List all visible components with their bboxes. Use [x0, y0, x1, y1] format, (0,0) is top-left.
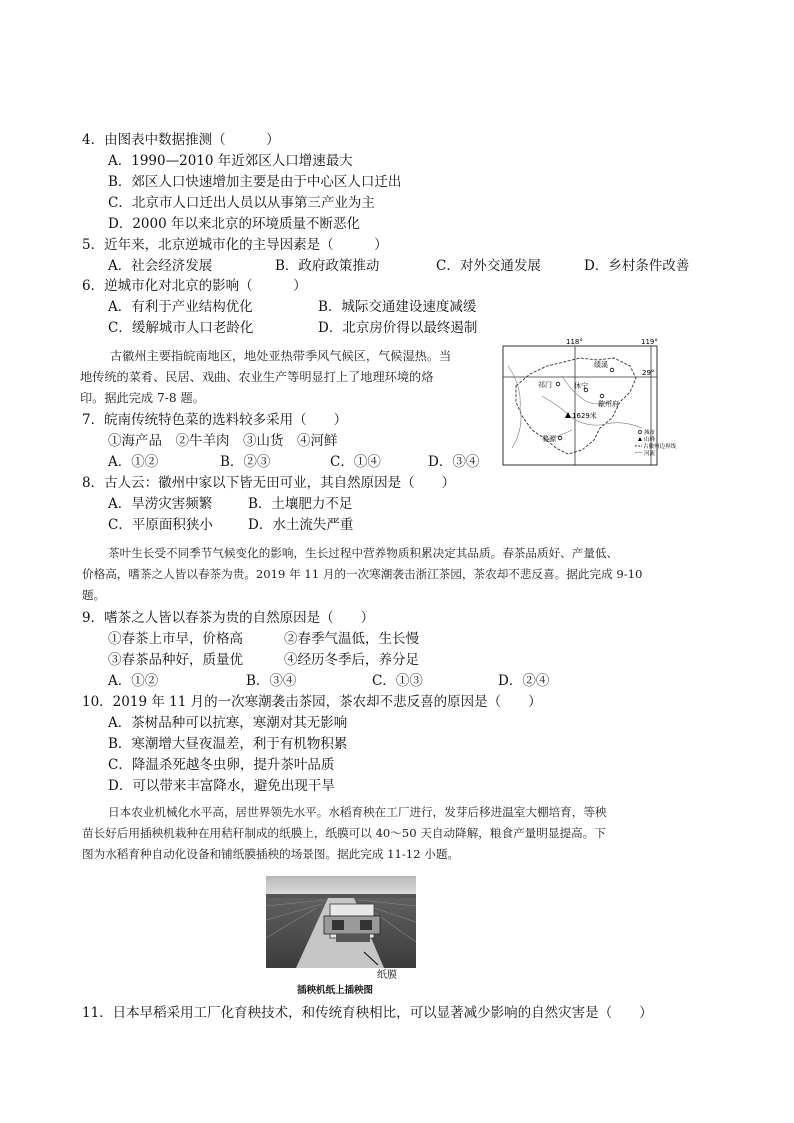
passage-tea-line1: 茶叶生长受不同季节气候变化的影响，生长过程中营养物质积累决定其品质。春茶品质好、产量低、 [108, 546, 619, 560]
q9-option-d: D．②④ [498, 673, 550, 689]
rice-transplanter-photo [266, 876, 416, 968]
passage-japan-line3: 图为水稻育种自动化设备和铺纸膜插秧的场景图。据此完成 11-12 小题。 [82, 847, 460, 861]
q11-stem: 11．日本早稻采用工厂化育秧技术，和传统育秧相比，可以显著减少影响的自然灾害是（ ） [82, 1005, 653, 1021]
map-lon-118: 118° [566, 338, 583, 346]
legend-river: 河流 [644, 451, 656, 457]
passage-tea-line2: 价格高，嗜茶之人皆以春茶为贵。2019 年 11 月的一次寒潮袭击浙江茶园，茶农却不悲反喜。据此完成 9-10 [82, 567, 643, 581]
q7-option-b: B．②③ [220, 454, 271, 470]
q4-option-d: D．2000 年以来北京的环境质量不断恶化 [108, 216, 360, 232]
q8-option-a: A．旱涝灾害频繁 [108, 496, 213, 512]
q9-item-1: ①春茶上市早，价格高 [108, 631, 243, 647]
q6-option-c: C．缓解城市人口老龄化 [108, 320, 254, 336]
map-city-qimen: 祁门 [538, 381, 552, 389]
passage-tea-line3: 题。 [82, 588, 106, 602]
q9-item-4: ④经历冬季后，养分足 [284, 652, 419, 668]
q8-option-c: C．平原面积狭小 [108, 517, 213, 533]
q9-item-2: ②春季气温低，生长慢 [284, 631, 419, 647]
map-city-shezhoufu: 歙州府 [598, 400, 619, 408]
q5-option-c: C．对外交通发展 [436, 258, 541, 274]
q9-option-a: A．①② [108, 673, 159, 689]
passage-japan-line1: 日本农业机械化水平高，居世界领先水平。水稻育秧在工厂进行，发芽后移进温室大棚培育，等秧 [108, 805, 607, 819]
q4-stem: 4．由图表中数据推测（ ） [82, 132, 280, 148]
q10-option-a: A．茶树品种可以抗寒，寒潮对其无影响 [108, 715, 348, 731]
q5-stem: 5．近年来，北京逆城市化的主导因素是（ ） [82, 237, 388, 253]
huizhou-map [502, 336, 677, 468]
q7-option-d: D．③④ [428, 454, 480, 470]
passage-huizhou-line1: 古徽州主要指皖南地区，地处亚热带季风气候区，气候湿热。当 [110, 349, 452, 363]
q7-stem: 7．皖南传统特色菜的选料较多采用（ ） [82, 412, 348, 428]
legend-border: 古徽州边界线 [643, 444, 677, 450]
passage-tea [82, 543, 722, 606]
legend-city: 城市 [644, 430, 656, 436]
q6-option-a: A．有利于产业结构优化 [108, 299, 253, 315]
q5-option-a: A．社会经济发展 [108, 258, 213, 274]
q4-option-b: B．郊区人口快速增加主要是由于中心区人口迁出 [108, 174, 402, 190]
q10-option-c: C．降温杀死越冬虫卵，提升茶叶品质 [108, 757, 335, 773]
map-peak-label: 1629米 [572, 412, 597, 420]
q9-option-c: C．①③ [372, 673, 423, 689]
q10-stem: 10．2019 年 11 月的一次寒潮袭击茶园，茶农却不悲反喜的原因是（ ） [82, 694, 542, 710]
map-lat-29: 29° [642, 369, 655, 377]
map-city-wuyuan: 婺源 [542, 435, 556, 443]
map-city-jixi: 绩溪 [594, 361, 608, 369]
q7-option-c: C．①④ [330, 454, 381, 470]
q6-option-b: B．城际交通建设速度减缓 [318, 299, 477, 315]
q4-option-a: A．1990—2010 年近郊区人口增速最大 [108, 153, 353, 169]
q8-option-d: D．水土流失严重 [248, 517, 354, 533]
q5-option-d: D．乡村条件改善 [584, 258, 690, 274]
passage-huizhou-line2: 地传统的菜肴、民居、戏曲、农业生产等明显打上了地理环境的烙 [80, 370, 434, 384]
q10-option-b: B．寒潮增大昼夜温差，利于有机物积累 [108, 736, 348, 752]
passage-huizhou-line3: 印。据此完成 7-8 题。 [80, 391, 205, 405]
q8-option-b: B．土壤肥力不足 [248, 496, 353, 512]
q6-option-d: D．北京房价得以最终遏制 [318, 320, 478, 336]
passage-japan-line2: 苗长好后用插秧机栽种在用秸秆制成的纸膜上，纸膜可以 40～50 天自动降解，粮食产量明显提高。下 [82, 826, 606, 840]
passage-japan-rice [82, 802, 722, 865]
q4-option-c: C．北京市人口迁出人员以从事第三产业为主 [108, 195, 375, 211]
q7-items: ①海产品 ②牛羊肉 ③山货 ④河鲜 [108, 433, 338, 449]
legend-peak: 山峰 [644, 437, 656, 443]
q9-option-b: B．③④ [246, 673, 297, 689]
passage-huizhou [80, 346, 490, 409]
q9-stem: 9．嗜茶之人皆以春茶为贵的自然原因是（ ） [82, 610, 375, 626]
map-lon-119: 119° [641, 338, 658, 346]
q6-stem: 6．逆城市化对北京的影响（ ） [82, 278, 307, 294]
q8-stem: 8．古人云：徽州中家以下皆无田可业，其自然原因是（ ） [82, 475, 456, 491]
photo-caption: 插秧机纸上插秧图 [297, 985, 374, 996]
q10-option-d: D．可以带来丰富降水，避免出现干旱 [108, 778, 335, 794]
q9-item-3: ③春茶品种好，质量优 [108, 652, 243, 668]
map-city-xiuning: 休宁 [574, 382, 588, 390]
photo-label-paper: 纸膜 [377, 970, 397, 981]
q5-option-b: B．政府政策推动 [275, 258, 380, 274]
q7-option-a: A．①② [108, 454, 159, 470]
